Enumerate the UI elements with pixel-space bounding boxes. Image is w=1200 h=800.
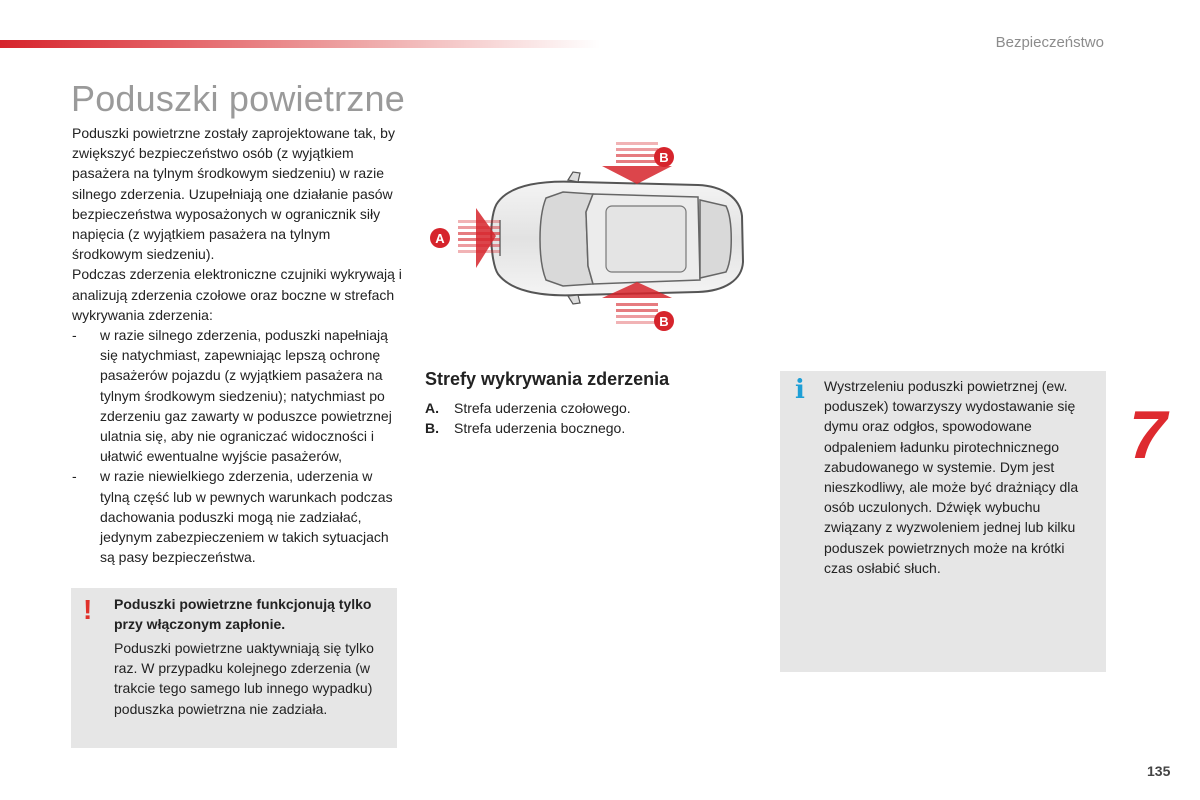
intro-bullet-list [72,325,402,567]
chapter-number: 7 [1129,397,1167,473]
zones-heading: Strefy wykrywania zderzenia [425,369,670,389]
zone-letter: B. [425,420,439,436]
zone-b-top-badge [654,147,674,167]
list-item [72,325,402,466]
info-box [780,371,1106,672]
zones-list [425,398,631,438]
bullet-dash: - [72,327,77,344]
info-text: Wystrzeleniu poduszki powietrznej (ew. poduszek) towarzyszy wydostawanie się dymu oraz odgłos, spowodowane odpaleniem ładunku pirotechnicznego zabudowanego w systemie. Dym jest nieszkodliwy, ale może być drażniący dla osób uczulonych. Dźwięk wybuchu związany z wyzwoleniem jednej lub kilku poduszek powietrznych może na krótki czas osłabić słuch. [824,378,1079,576]
car-top-view-icon [491,172,743,304]
svg-text:B: B [659,150,669,165]
page-title: Poduszki powietrzne [71,78,405,119]
list-item [425,418,631,438]
bullet-dash: - [72,468,77,485]
bullet-text: w razie silnego zderzenia, poduszki napełniają się natychmiast, zapewniając lepszą ochronę pasażerów pojazdu (z wyjątkiem pasażera na tylnym środkowym siedzeniu); natychmiast po zderzeniu gaz zawarty w poduszce powietrznej ulatnia się, aby nie ograniczać widoczności i ułatwić ewentualne wyjście pasażerów, [100,327,392,465]
intro-paragraph-1: Poduszki powietrzne zostały zaprojektowane tak, by zwiększyć bezpieczeństwo osób (z wyjątkiem pasażera na tylnym środkowym siedzeniu) w razie silnego zderzenia. Uzupełniają one działanie pasów bezpieczeństwa wyposażonych w ogranicznik siły napięcia (z wyjątkiem pasażera na tylnym środkowym siedzeniu). [72,125,395,263]
svg-text:B: B [659,314,669,329]
warning-body: Poduszki powietrzne uaktywniają się tylko raz. W przypadku kolejnego zderzenia (w trakcie tego samego lub innego wypadku) poduszka powietrzna nie zadziała. [114,640,374,717]
info-icon: i [795,375,805,405]
zone-b-bottom-badge [654,311,674,331]
header-accent-bar [0,40,600,48]
section-title: Bezpieczeństwo [995,34,1104,51]
page-number: 135 [1147,763,1171,779]
zone-a-badge [430,228,450,248]
warning-box [71,588,397,748]
list-item [425,398,631,418]
warning-exclamation-icon: ! [83,594,93,625]
svg-text:A: A [435,231,445,246]
zone-description: Strefa uderzenia bocznego. [454,420,626,436]
zone-letter: A. [425,400,439,416]
intro-text [72,123,402,567]
bullet-text: w razie niewielkiego zderzenia, uderzenia w tylną część lub w pewnych warunkach podczas dachowania poduszki mogą nie zadziałać, jedynym zabezpieczeniem w takich sytuacjach są pasy bezpieczeństwa. [100,468,393,566]
list-item [72,466,402,567]
intro-paragraph-2: Podczas zderzenia elektroniczne czujniki wykrywają i analizują zderzenia czołowe oraz boczne w strefach wykrywania zderzenia: [72,266,402,323]
warning-heading: Poduszki powietrzne funkcjonują tylko przy włączonym zapłonie. [114,596,372,632]
zone-description: Strefa uderzenia czołowego. [454,400,631,416]
car-crash-zones-diagram [428,140,750,336]
